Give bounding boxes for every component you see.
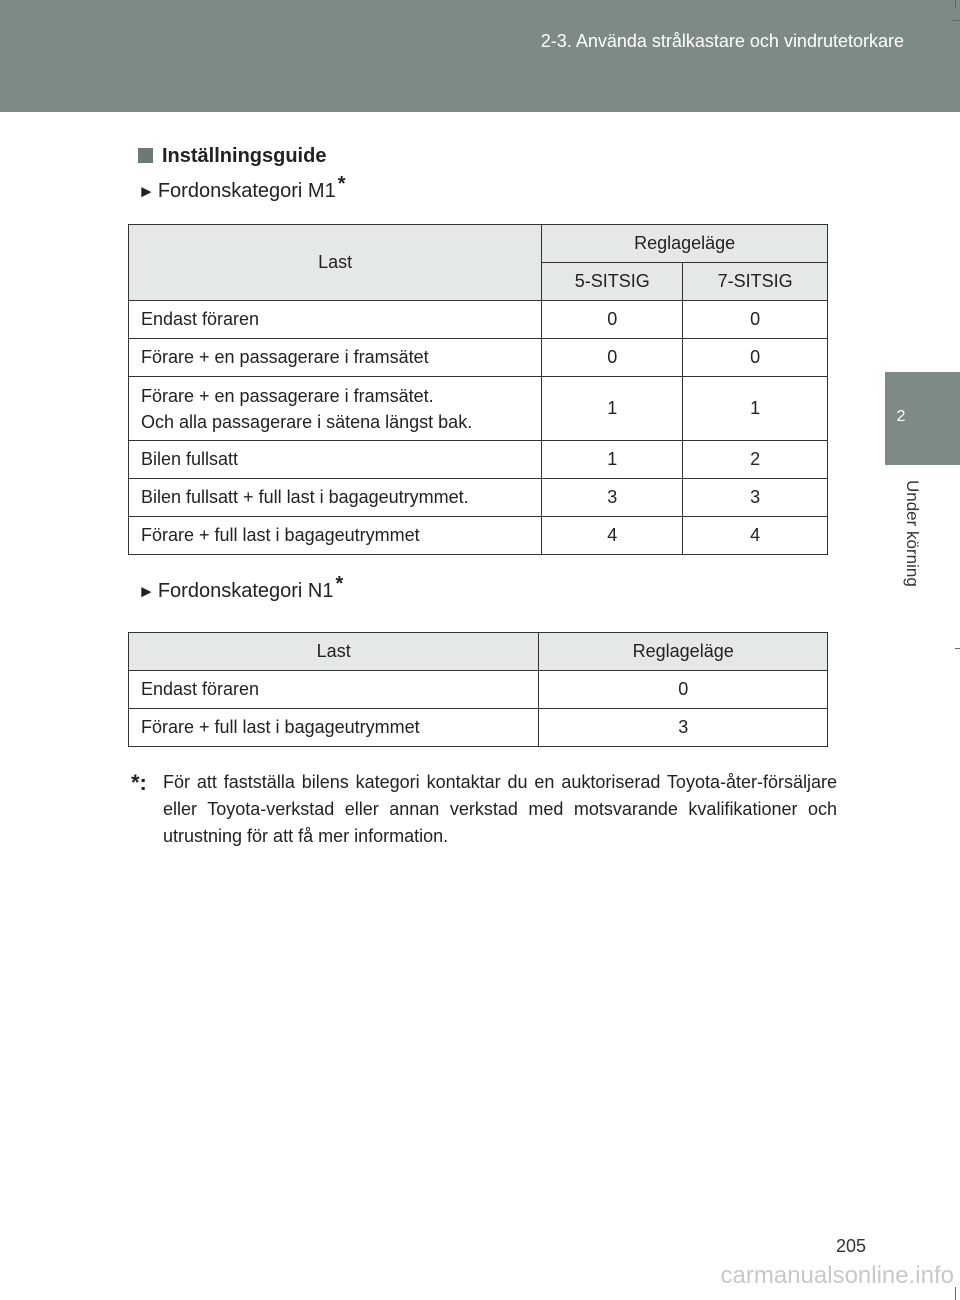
header-reglage: Reglageläge: [542, 225, 828, 263]
footnote-text: För att fastställa bilens kategori kontaktar du en auktoriserad Toyota-åter-försäljare eller Toyota-verkstad eller annan verkstad med motsvarande kvalifikationer och utrustning för att få mer information.: [163, 772, 837, 846]
watermark: carmanualsonline.info: [720, 1262, 954, 1289]
n1-heading: ► Fordonskategori N1 *: [138, 573, 344, 602]
asterisk-marker: *: [335, 573, 344, 595]
triangle-bullet-icon: ►: [138, 582, 155, 601]
header-5-sitsig: 5-SITSIG: [542, 263, 683, 301]
table-row: Förare + full last i bagageutrymmet 4 4: [129, 517, 828, 555]
page-number: 205: [836, 1236, 867, 1256]
n1-table: [128, 632, 828, 747]
header-reglage: Reglageläge: [539, 633, 828, 671]
m1-table: [128, 224, 828, 555]
chapter-number: 2: [896, 408, 906, 425]
chapter-label: Under körning: [903, 480, 922, 587]
header-7-sitsig: 7-SITSIG: [683, 263, 828, 301]
header-title: 2-3. Använda strålkastare och vindrutetorkare: [540, 31, 904, 51]
section-title: Inställningsguide: [138, 145, 326, 168]
table-row: Förare + full last i bagageutrymmet 3: [129, 709, 828, 747]
crop-mark: [955, 648, 960, 649]
square-bullet-icon: [138, 148, 153, 163]
footnote-marker: *:: [131, 770, 147, 795]
table-row: Endast föraren 0: [129, 671, 828, 709]
chapter-tab: [885, 372, 960, 465]
page-header: [0, 0, 960, 112]
crop-mark: [953, 20, 960, 21]
table-row: Förare + en passagerare i framsätet. Och alla passagerare i sätena längst bak. 1 1: [129, 377, 828, 441]
triangle-bullet-icon: ►: [138, 182, 155, 201]
table-row: Endast föraren 0 0: [129, 301, 828, 339]
table-row: Förare + en passagerare i framsätet 0 0: [129, 339, 828, 377]
table-row: Bilen fullsatt 1 2: [129, 441, 828, 479]
header-last: Last: [129, 225, 542, 301]
asterisk-marker: *: [337, 173, 346, 195]
crop-mark: [955, 0, 956, 8]
m1-heading: ► Fordonskategori M1 *: [138, 173, 346, 202]
crop-mark: [955, 1287, 956, 1300]
header-last: Last: [129, 633, 539, 671]
footnote: [131, 769, 837, 846]
table-row: Bilen fullsatt + full last i bagageutrymmet. 3 3: [129, 479, 828, 517]
